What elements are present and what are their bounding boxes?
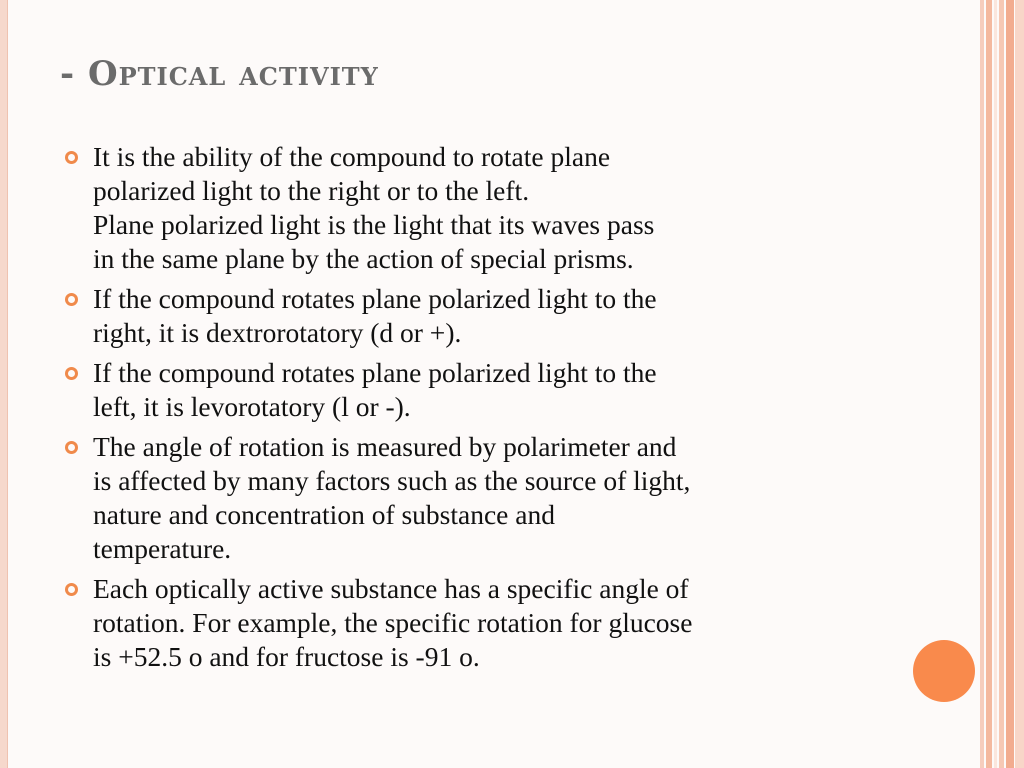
bullet-circle-icon [65, 441, 78, 454]
bullet-text-line: right, it is dextrorotatory (d or +). [93, 317, 462, 348]
slide-title: - Optical activity [60, 54, 379, 94]
bullet-item [60, 356, 890, 424]
bullet-text-line: nature and concentration of substance and [93, 499, 555, 530]
bullet-item [60, 140, 890, 276]
bullet-text-line: polarized light to the right or to the left. [93, 175, 530, 206]
bullet-list [60, 140, 890, 680]
bullet-text-line: in the same plane by the action of special prisms. [93, 243, 634, 274]
bullet-text-line: Each optically active substance has a specific angle of [93, 573, 689, 604]
bullet-circle-icon [65, 367, 78, 380]
right-stripe-decoration [999, 0, 1004, 768]
bullet-text-line: rotation. For example, the specific rotation for glucose [93, 607, 693, 638]
bullet-text-line: is +52.5 o and for fructose is -91 o. [93, 641, 480, 672]
bullet-text-line: If the compound rotates plane polarized light to the [93, 283, 657, 314]
bullet-circle-icon [65, 293, 78, 306]
bullet-item [60, 430, 890, 566]
bullet-text-line: If the compound rotates plane polarized light to the [93, 357, 657, 388]
bullet-circle-icon [65, 583, 78, 596]
right-stripe-decoration [1015, 0, 1024, 768]
bullet-item [60, 572, 890, 674]
right-stripe-decoration [986, 0, 992, 768]
bullet-text-line: temperature. [93, 533, 232, 564]
left-border-decoration [0, 0, 8, 768]
right-stripe-decoration [980, 0, 984, 768]
bullet-text-line: left, it is levorotatory (l or -). [93, 391, 411, 422]
bullet-text-line: Plane polarized light is the light that its waves pass [93, 209, 655, 240]
right-stripe-decoration [1006, 0, 1014, 768]
bullet-circle-icon [65, 151, 78, 164]
bullet-text-line: is affected by many factors such as the source of light, [93, 465, 691, 496]
orange-circle-decoration [913, 640, 975, 702]
bullet-text-line: The angle of rotation is measured by polarimeter and [93, 431, 677, 462]
bullet-item [60, 282, 890, 350]
right-stripe-decoration [994, 0, 997, 768]
bullet-text-line: It is the ability of the compound to rotate plane [93, 141, 611, 172]
